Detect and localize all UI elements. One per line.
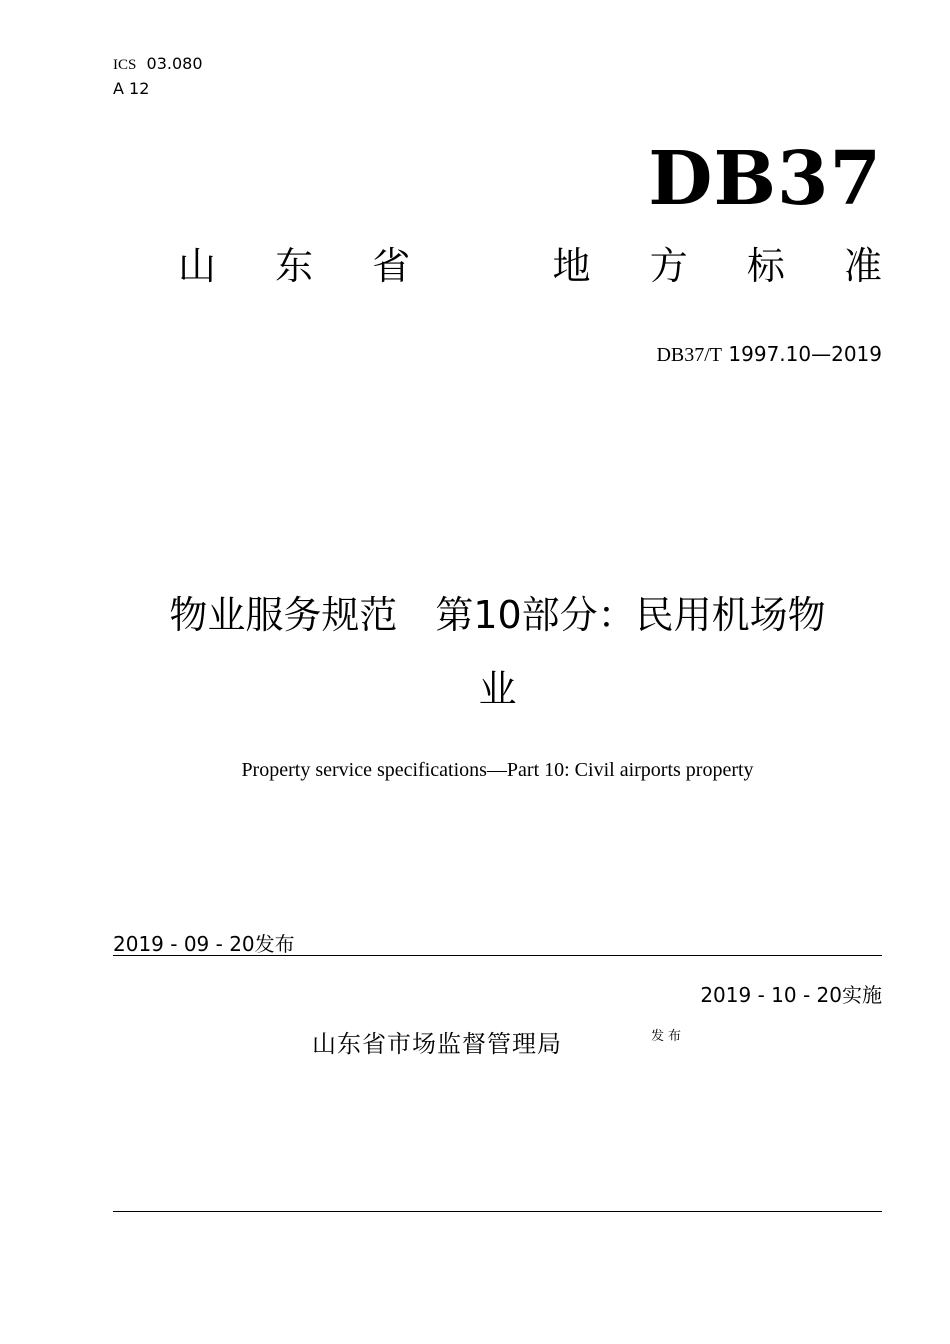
ics-number (113, 54, 203, 75)
std-name-char: 方 (649, 244, 688, 288)
classification-code: A 12 (113, 79, 150, 98)
std-name-char: 山 (178, 244, 217, 288)
divider-line (113, 955, 882, 956)
ics-label: ICS (113, 57, 137, 73)
title-cn-line-2: 业 (478, 667, 517, 711)
implement-date: 2019 - 10 - 20实施 (700, 983, 882, 1007)
title-cn-line-1: 物业服务规范 第10部分：民用机场物 (169, 593, 826, 637)
std-name-char: 准 (843, 244, 882, 288)
std-name-char: 标 (746, 244, 785, 288)
standard-code-number: 1997.10—2019 (728, 342, 882, 366)
bottom-divider-line (113, 1211, 882, 1212)
standard-logo: DB37 (648, 136, 882, 222)
publish-date: 2019 - 09 - 20发布 (113, 932, 295, 956)
document-title-cn (113, 578, 882, 726)
document-title-en: Property service specifications—Part 10: Civil airports property (241, 759, 754, 781)
std-name-char: 东 (275, 244, 314, 288)
standard-type-name (178, 242, 882, 290)
issuer-suffix: 发布 (651, 1029, 686, 1044)
std-name-char: 省 (372, 244, 411, 288)
ics-code: 03.080 (146, 54, 203, 73)
standard-code (656, 340, 882, 369)
standard-code-prefix: DB37/T (656, 344, 723, 366)
issuing-authority: 山东省市场监督管理局 (312, 1030, 562, 1058)
std-name-char: 地 (552, 244, 591, 288)
